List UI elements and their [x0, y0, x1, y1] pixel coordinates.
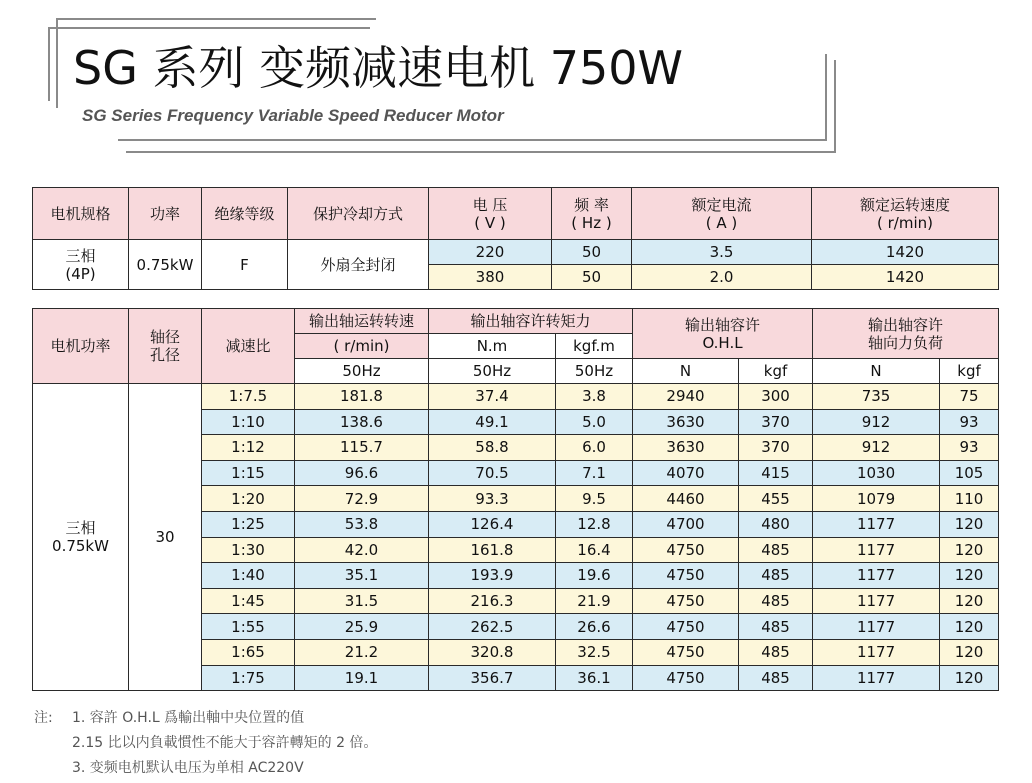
torque-kgfm-cell: 21.9	[556, 588, 633, 614]
ohl-kgf-cell: 485	[739, 614, 813, 640]
header-text: 轴向力负荷	[868, 333, 944, 352]
torque-nm-cell: 262.5	[429, 614, 556, 640]
ohl-header	[633, 309, 813, 359]
cell-text: 三相	[65, 246, 96, 265]
speed-cell: 35.1	[295, 563, 429, 589]
axial-kgf-header: kgf	[940, 359, 999, 384]
insulation-cell: F	[202, 240, 288, 290]
ohl-kgf-cell: 455	[739, 486, 813, 512]
ratio-cell: 1:7.5	[202, 384, 295, 410]
ohl-n-cell: 4750	[633, 665, 739, 691]
torque-nm-cell: 216.3	[429, 588, 556, 614]
speed-cell: 42.0	[295, 537, 429, 563]
ohl-n-cell: 4750	[633, 563, 739, 589]
torque-nm-cell: 126.4	[429, 511, 556, 537]
notes-label: 注:	[34, 710, 53, 726]
spec-header-cell	[552, 188, 632, 240]
frame-line	[56, 18, 376, 20]
torque-kgfm-cell: 32.5	[556, 639, 633, 665]
speed-cell: 115.7	[295, 435, 429, 461]
axial-kgf-cell: 120	[940, 665, 999, 691]
voltage-cell: 220	[429, 240, 552, 265]
header-unit: ( V )	[474, 213, 506, 232]
ohl-kgf-cell: 485	[739, 665, 813, 691]
performance-table	[32, 308, 999, 691]
torque-nm-cell: 49.1	[429, 409, 556, 435]
torque-kgfm-cell: 6.0	[556, 435, 633, 461]
ratio-cell: 1:30	[202, 537, 295, 563]
spec-header-cell	[288, 188, 429, 240]
spec-header-cell	[812, 188, 999, 240]
ohl-n-cell: 4700	[633, 511, 739, 537]
spec-header-cell	[33, 188, 129, 240]
ratio-cell: 1:40	[202, 563, 295, 589]
torque-kgfm-cell: 9.5	[556, 486, 633, 512]
header-unit: ( A )	[705, 213, 738, 232]
torque-kgfm-cell: 5.0	[556, 409, 633, 435]
torque-nm-cell: 320.8	[429, 639, 556, 665]
torque-nm-cell: 37.4	[429, 384, 556, 410]
ohl-kgf-cell: 485	[739, 639, 813, 665]
cell-text: 0.75kW	[52, 537, 109, 556]
ratio-cell: 1:75	[202, 665, 295, 691]
hz-header: 50Hz	[429, 359, 556, 384]
axial-n-cell: 1177	[813, 639, 940, 665]
axial-n-header: N	[813, 359, 940, 384]
ohl-n-header: N	[633, 359, 739, 384]
motor-power-cell	[33, 384, 129, 691]
header-text: 功率	[149, 204, 180, 223]
spec-row	[33, 240, 999, 265]
hz-header: 50Hz	[556, 359, 633, 384]
speed-cell: 1420	[812, 265, 999, 290]
axial-n-cell: 1177	[813, 537, 940, 563]
ohl-kgf-cell: 300	[739, 384, 813, 410]
axial-kgf-cell: 120	[940, 563, 999, 589]
page-title: SG 系列 变频减速电机 750W	[73, 41, 683, 95]
frame-line	[118, 139, 827, 141]
ratio-cell: 1:25	[202, 511, 295, 537]
header-unit: ( Hz )	[571, 213, 612, 232]
header-text: 轴径	[149, 328, 180, 346]
axial-kgf-cell: 120	[940, 537, 999, 563]
power-cell: 0.75kW	[129, 240, 202, 290]
axial-n-cell: 912	[813, 435, 940, 461]
ohl-n-cell: 4070	[633, 460, 739, 486]
ohl-n-cell: 4750	[633, 614, 739, 640]
axial-n-cell: 735	[813, 384, 940, 410]
ohl-kgf-cell: 485	[739, 537, 813, 563]
torque-kgfm-cell: 7.1	[556, 460, 633, 486]
axial-kgf-cell: 93	[940, 409, 999, 435]
torque-kgfm-cell: 3.8	[556, 384, 633, 410]
axial-n-cell: 1177	[813, 511, 940, 537]
axial-kgf-cell: 105	[940, 460, 999, 486]
frame-line	[48, 27, 50, 101]
table-row	[33, 384, 999, 410]
axial-n-cell: 1030	[813, 460, 940, 486]
spec-header-cell	[632, 188, 812, 240]
ratio-cell: 1:65	[202, 639, 295, 665]
perf-header-row	[33, 309, 999, 334]
ohl-kgf-cell: 485	[739, 588, 813, 614]
torque-header: 输出轴容许转矩力	[429, 309, 633, 334]
speed-cell: 25.9	[295, 614, 429, 640]
frame-line	[48, 27, 370, 29]
axial-kgf-cell: 120	[940, 588, 999, 614]
header-text: 绝缘等级	[214, 204, 275, 223]
ohl-n-cell: 4750	[633, 537, 739, 563]
axial-n-cell: 1177	[813, 563, 940, 589]
cell-text: (4P)	[65, 264, 96, 283]
spec-header-row	[33, 188, 999, 240]
header-text: 频 率	[574, 195, 609, 214]
frame-line	[56, 18, 58, 108]
axial-n-cell: 1177	[813, 665, 940, 691]
ratio-header: 减速比	[202, 309, 295, 384]
torque-kgfm-header: kgf.m	[556, 334, 633, 359]
spec-header-cell	[129, 188, 202, 240]
hz-header: 50Hz	[295, 359, 429, 384]
shaft-header	[129, 309, 202, 384]
ohl-n-cell: 4750	[633, 588, 739, 614]
torque-nm-cell: 161.8	[429, 537, 556, 563]
motor-power-header: 电机功率	[33, 309, 129, 384]
torque-nm-cell: 58.8	[429, 435, 556, 461]
torque-nm-cell: 356.7	[429, 665, 556, 691]
ohl-n-cell: 3630	[633, 435, 739, 461]
ratio-cell: 1:55	[202, 614, 295, 640]
torque-kgfm-cell: 19.6	[556, 563, 633, 589]
speed-cell: 1420	[812, 240, 999, 265]
speed-cell: 21.2	[295, 639, 429, 665]
spec-table	[32, 187, 999, 290]
axial-kgf-cell: 93	[940, 435, 999, 461]
speed-cell: 31.5	[295, 588, 429, 614]
ratio-cell: 1:45	[202, 588, 295, 614]
speed-cell: 181.8	[295, 384, 429, 410]
speed-cell: 53.8	[295, 511, 429, 537]
ratio-cell: 1:15	[202, 460, 295, 486]
frequency-cell: 50	[552, 265, 632, 290]
cell-text: 三相	[65, 519, 96, 538]
header-text: 电 压	[472, 195, 508, 214]
ohl-kgf-cell: 485	[739, 563, 813, 589]
axial-kgf-cell: 120	[940, 614, 999, 640]
speed-cell: 138.6	[295, 409, 429, 435]
speed-cell: 72.9	[295, 486, 429, 512]
torque-kgfm-cell: 36.1	[556, 665, 633, 691]
ohl-n-cell: 4750	[633, 639, 739, 665]
header-text: 输出轴容许	[868, 315, 944, 334]
speed-cell: 96.6	[295, 460, 429, 486]
ohl-n-cell: 3630	[633, 409, 739, 435]
shaft-cell: 30	[129, 384, 202, 691]
ratio-cell: 1:10	[202, 409, 295, 435]
torque-kgfm-cell: 26.6	[556, 614, 633, 640]
frame-line	[834, 60, 836, 152]
speed-cell: 19.1	[295, 665, 429, 691]
spec-header-cell	[202, 188, 288, 240]
ohl-n-cell: 2940	[633, 384, 739, 410]
voltage-cell: 380	[429, 265, 552, 290]
header-text: 孔径	[149, 346, 180, 364]
frame-line	[825, 54, 827, 140]
header-text: 额定运转速度	[859, 195, 950, 214]
header-text: 电机规格	[50, 204, 111, 223]
note-item: 3. 变频电机默认电压为单相 AC220V	[72, 760, 304, 776]
frequency-cell: 50	[552, 240, 632, 265]
spec-header-cell	[429, 188, 552, 240]
motor-spec-cell	[33, 240, 129, 290]
ohl-kgf-cell: 370	[739, 435, 813, 461]
note-item: 2.15 比以内負載慣性不能大于容許轉矩的 2 倍。	[72, 735, 378, 751]
ohl-kgf-cell: 370	[739, 409, 813, 435]
torque-nm-cell: 70.5	[429, 460, 556, 486]
axial-kgf-cell: 120	[940, 511, 999, 537]
axial-kgf-cell: 120	[940, 639, 999, 665]
header-text: 保护冷却方式	[312, 204, 403, 223]
axial-kgf-cell: 110	[940, 486, 999, 512]
ohl-kgf-cell: 480	[739, 511, 813, 537]
header-unit: ( r/min)	[877, 213, 933, 232]
ratio-cell: 1:20	[202, 486, 295, 512]
ohl-kgf-cell: 415	[739, 460, 813, 486]
ohl-n-cell: 4460	[633, 486, 739, 512]
current-cell: 2.0	[632, 265, 812, 290]
page-subtitle: SG Series Frequency Variable Speed Reducer Motor	[82, 106, 504, 125]
torque-nm-cell: 193.9	[429, 563, 556, 589]
axial-n-cell: 1079	[813, 486, 940, 512]
axial-header	[813, 309, 999, 359]
note-item: 1. 容許 O.H.L 爲輸出軸中央位置的值	[72, 710, 305, 726]
header-text: 输出轴容许	[685, 315, 761, 334]
speed-header: 输出轴运转转速	[295, 309, 429, 334]
axial-kgf-cell: 75	[940, 384, 999, 410]
header-text: 额定电流	[691, 195, 752, 214]
speed-unit-header: ( r/min)	[295, 334, 429, 359]
axial-n-cell: 912	[813, 409, 940, 435]
torque-nm-cell: 93.3	[429, 486, 556, 512]
axial-n-cell: 1177	[813, 588, 940, 614]
ohl-kgf-header: kgf	[739, 359, 813, 384]
cooling-cell: 外扇全封闭	[288, 240, 429, 290]
frame-line	[126, 151, 836, 153]
axial-n-cell: 1177	[813, 614, 940, 640]
torque-nm-header: N.m	[429, 334, 556, 359]
torque-kgfm-cell: 12.8	[556, 511, 633, 537]
header-text: O.H.L	[702, 333, 743, 352]
current-cell: 3.5	[632, 240, 812, 265]
torque-kgfm-cell: 16.4	[556, 537, 633, 563]
ratio-cell: 1:12	[202, 435, 295, 461]
